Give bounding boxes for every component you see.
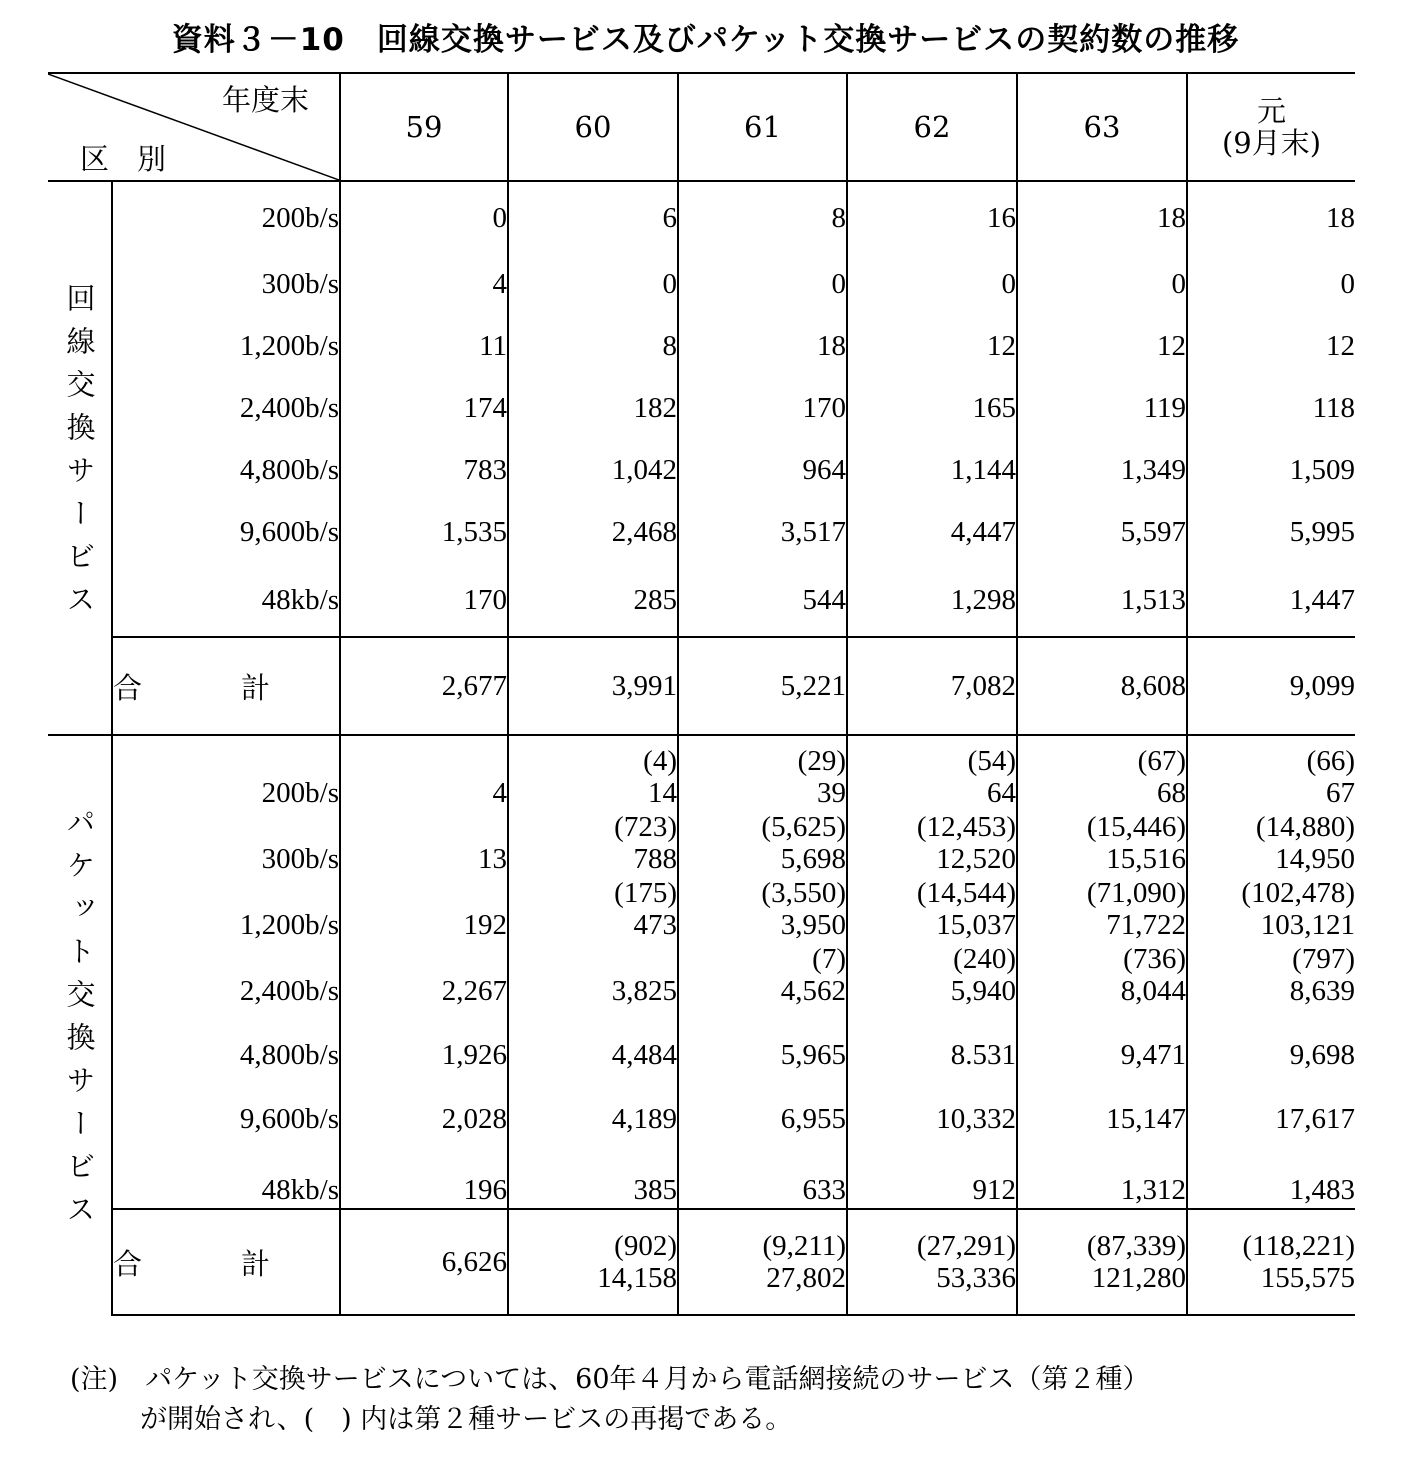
packet-total-value: 53,336 (936, 1262, 1016, 1294)
packet-row (48, 877, 1355, 943)
packet-cell-sub: (66) (1306, 745, 1355, 777)
packet-cell (678, 877, 847, 943)
packet-total-sub: (9,211) (762, 1230, 846, 1262)
circuit-row (48, 315, 1355, 377)
packet-total-sub: (902) (614, 1230, 677, 1262)
packet-cell (678, 1073, 847, 1137)
packet-cell-sub: (54) (967, 745, 1016, 777)
circuit-cell: 4 (340, 253, 508, 315)
circuit-total-row (48, 637, 1355, 735)
packet-cell-value: 4,484 (611, 1039, 677, 1071)
packet-cell-value: 14,950 (1275, 843, 1355, 875)
packet-cell (508, 877, 678, 943)
packet-cell-value: 39 (817, 777, 846, 809)
packet-cell (847, 1137, 1017, 1209)
circuit-total-label (112, 637, 340, 735)
circuit-cell: 1,144 (847, 439, 1017, 501)
packet-cell-sub: (71,090) (1086, 877, 1186, 909)
circuit-cell: 12 (1017, 315, 1187, 377)
packet-row (48, 735, 1355, 811)
circuit-cell: 18 (678, 315, 847, 377)
packet-cell-value: 2,028 (441, 1103, 507, 1135)
circuit-cell: 1,535 (340, 501, 508, 563)
circuit-row (48, 253, 1355, 315)
packet-cell (1187, 811, 1355, 877)
circuit-total-label-a: 合 (113, 670, 143, 705)
packet-cell-value: 6,955 (780, 1103, 846, 1135)
packet-row-label: 48kb/s (261, 1174, 339, 1206)
packet-cell-value: 385 (633, 1174, 677, 1206)
packet-cell (508, 811, 678, 877)
circuit-cell: 182 (508, 377, 678, 439)
header-year-59: 59 (340, 73, 508, 181)
circuit-cell: 0 (340, 181, 508, 253)
circuit-cell: 0 (1187, 253, 1355, 315)
circuit-cell: 12 (847, 315, 1017, 377)
packet-total-sub: (87,339) (1086, 1230, 1186, 1262)
packet-cell-value: 68 (1157, 777, 1186, 809)
circuit-total-cell: 5,221 (678, 637, 847, 735)
circuit-cell: 1,042 (508, 439, 678, 501)
packet-cell-value: 5,698 (780, 843, 846, 875)
header-year-gan (1187, 73, 1355, 181)
packet-cell-sub: (7) (812, 943, 846, 975)
packet-cell-value: 5,940 (950, 975, 1016, 1007)
circuit-row (48, 377, 1355, 439)
packet-cell-value: 1,312 (1120, 1174, 1186, 1206)
packet-total-label-a: 合 (113, 1246, 143, 1281)
packet-cell-value: 1,483 (1289, 1174, 1355, 1206)
packet-cell-value: 13 (478, 843, 507, 875)
packet-cell (1187, 1137, 1355, 1209)
footnote-line1: (注) パケット交換サービスについては、60年４月から電話網接続のサービス（第２種） (70, 1364, 1150, 1395)
packet-cell (847, 1073, 1017, 1137)
header-year-61: 61 (678, 73, 847, 181)
packet-cell-value: 8,639 (1289, 975, 1355, 1007)
circuit-total-cell: 8,608 (1017, 637, 1187, 735)
circuit-cell: 119 (1017, 377, 1187, 439)
packet-cell-sub: (736) (1123, 943, 1186, 975)
packet-cell (1187, 943, 1355, 1009)
packet-row (48, 811, 1355, 877)
page-title: 資料３－10 回線交換サービス及びパケット交換サービスの契約数の推移 (171, 22, 1240, 58)
circuit-cell: 783 (340, 439, 508, 501)
packet-row (48, 1009, 1355, 1073)
circuit-row (48, 439, 1355, 501)
packet-cell (678, 943, 847, 1009)
packet-cell-sub: (102,478) (1241, 877, 1355, 909)
circuit-cell: 1,509 (1187, 439, 1355, 501)
circuit-row-label: 1,200b/s (239, 330, 339, 362)
circuit-cell: 2,468 (508, 501, 678, 563)
packet-cell (1017, 1073, 1187, 1137)
packet-cell (678, 735, 847, 811)
packet-cell-value: 4,562 (780, 975, 846, 1007)
circuit-cell: 18 (1017, 181, 1187, 253)
packet-cell (1017, 1009, 1187, 1073)
packet-total-value: 121,280 (1091, 1262, 1186, 1294)
packet-cell (508, 1137, 678, 1209)
packet-total-value: 155,575 (1260, 1262, 1355, 1294)
packet-cell-sub: (14,880) (1255, 811, 1355, 843)
packet-cell-value: 103,121 (1260, 909, 1355, 941)
packet-cell (340, 943, 508, 1009)
packet-cell (1017, 877, 1187, 943)
packet-cell-sub: (67) (1137, 745, 1186, 777)
packet-total-cell (1187, 1209, 1355, 1315)
circuit-cell: 174 (340, 377, 508, 439)
packet-row-label: 300b/s (261, 843, 339, 875)
circuit-total-cell: 2,677 (340, 637, 508, 735)
packet-row-label: 1,200b/s (239, 909, 339, 941)
circuit-cell: 170 (340, 563, 508, 637)
circuit-section-text: 回線交換サービス (62, 282, 97, 627)
header-year-63: 63 (1017, 73, 1187, 181)
circuit-cell: 544 (678, 563, 847, 637)
packet-cell (340, 811, 508, 877)
circuit-section-label (48, 181, 112, 735)
packet-cell (340, 877, 508, 943)
packet-cell (1017, 1137, 1187, 1209)
footnote-line2: が開始され、( ) 内は第２種サービスの再掲である。 (140, 1404, 793, 1435)
packet-cell-value: 788 (633, 843, 677, 875)
packet-cell (1017, 943, 1187, 1009)
packet-cell-value: 15,516 (1106, 843, 1186, 875)
packet-cell-value: 633 (802, 1174, 846, 1206)
packet-total-value: 27,802 (766, 1262, 846, 1294)
circuit-cell: 3,517 (678, 501, 847, 563)
packet-cell-value: 3,950 (780, 909, 846, 941)
packet-cell (678, 1137, 847, 1209)
circuit-cell: 0 (1017, 253, 1187, 315)
packet-cell (1187, 877, 1355, 943)
packet-total-sub: (118,221) (1242, 1230, 1355, 1262)
packet-cell (508, 1009, 678, 1073)
packet-cell-sub: (723) (614, 811, 677, 843)
packet-cell-value: 10,332 (936, 1103, 1016, 1135)
packet-cell-value: 4 (492, 777, 507, 809)
packet-cell (508, 943, 678, 1009)
packet-row (48, 1137, 1355, 1209)
header-category-label: 区別 (80, 142, 195, 176)
packet-total-sub: (27,291) (916, 1230, 1016, 1262)
packet-cell (1187, 735, 1355, 811)
circuit-cell: 6 (508, 181, 678, 253)
circuit-cell: 16 (847, 181, 1017, 253)
packet-total-row (48, 1209, 1355, 1315)
contracts-table (48, 72, 1355, 1316)
packet-cell (340, 1137, 508, 1209)
packet-total-cell (847, 1209, 1017, 1315)
packet-total-value: 6,626 (441, 1246, 507, 1278)
header-year-62: 62 (847, 73, 1017, 181)
packet-total-value: 14,158 (597, 1262, 677, 1294)
circuit-total-cell: 9,099 (1187, 637, 1355, 735)
circuit-row-label: 2,400b/s (239, 392, 339, 424)
circuit-cell: 5,597 (1017, 501, 1187, 563)
circuit-total-cell: 7,082 (847, 637, 1017, 735)
packet-cell-value: 17,617 (1275, 1103, 1355, 1135)
packet-cell-value: 67 (1326, 777, 1355, 809)
packet-cell-value: 196 (463, 1174, 507, 1206)
packet-cell (508, 735, 678, 811)
circuit-cell: 1,447 (1187, 563, 1355, 637)
packet-cell-sub: (29) (797, 745, 846, 777)
packet-section-text: パケット交換サービス (62, 807, 97, 1237)
packet-cell-value: 71,722 (1106, 909, 1186, 941)
packet-total-label (112, 1209, 340, 1315)
circuit-cell: 1,298 (847, 563, 1017, 637)
packet-cell-value: 3,825 (611, 975, 677, 1007)
header-diagonal-cell (48, 73, 340, 181)
packet-cell-sub: (3,550) (761, 877, 846, 909)
packet-cell-sub: (5,625) (761, 811, 846, 843)
circuit-row-label: 300b/s (261, 268, 339, 300)
circuit-total-label-b: 計 (241, 670, 271, 705)
packet-cell (1017, 811, 1187, 877)
packet-total-cell (508, 1209, 678, 1315)
packet-cell-value: 473 (633, 909, 677, 941)
packet-total-label-b: 計 (241, 1246, 271, 1281)
packet-cell-value: 9,471 (1120, 1039, 1186, 1071)
circuit-cell: 285 (508, 563, 678, 637)
packet-cell-sub: (15,446) (1086, 811, 1186, 843)
circuit-cell: 170 (678, 377, 847, 439)
packet-cell-value: 12,520 (936, 843, 1016, 875)
packet-cell (847, 877, 1017, 943)
circuit-total-cell: 3,991 (508, 637, 678, 735)
packet-cell (1017, 735, 1187, 811)
packet-cell-value: 192 (463, 909, 507, 941)
packet-cell-value: 9,698 (1289, 1039, 1355, 1071)
packet-cell (678, 811, 847, 877)
packet-cell (847, 735, 1017, 811)
circuit-row-label: 200b/s (261, 201, 339, 234)
circuit-row-label: 4,800b/s (239, 454, 339, 486)
header-year-60: 60 (508, 73, 678, 181)
circuit-row-label: 48kb/s (261, 583, 339, 616)
packet-cell (678, 1009, 847, 1073)
packet-cell-sub: (4) (643, 745, 677, 777)
packet-cell (340, 1073, 508, 1137)
packet-cell (508, 1073, 678, 1137)
packet-row-label: 200b/s (112, 735, 340, 811)
circuit-cell: 12 (1187, 315, 1355, 377)
footnote (70, 1360, 1370, 1440)
packet-cell-sub: (175) (614, 877, 677, 909)
packet-cell-sub: (12,453) (916, 811, 1016, 843)
header-year-gan-line1: 元 (1256, 94, 1286, 128)
circuit-row (48, 563, 1355, 637)
packet-cell-value: 1,926 (441, 1039, 507, 1071)
packet-cell-value: 8,044 (1120, 975, 1186, 1007)
circuit-cell: 964 (678, 439, 847, 501)
header-row (48, 73, 1355, 181)
packet-cell-value: 912 (972, 1174, 1016, 1206)
packet-row (48, 1073, 1355, 1137)
circuit-cell: 18 (1187, 181, 1355, 253)
header-year-label: 年度末 (221, 83, 309, 117)
packet-row (48, 943, 1355, 1009)
circuit-row-label: 9,600b/s (239, 516, 339, 548)
packet-cell (847, 943, 1017, 1009)
packet-total-cell (1017, 1209, 1187, 1315)
header-year-gan-line2: (9月末) (1221, 126, 1322, 160)
packet-total-cell (678, 1209, 847, 1315)
circuit-cell: 8 (678, 181, 847, 253)
circuit-cell: 1,349 (1017, 439, 1187, 501)
packet-cell-value: 64 (987, 777, 1016, 809)
packet-row-label: 2,400b/s (239, 975, 339, 1007)
packet-cell-sub: (797) (1292, 943, 1355, 975)
packet-cell (340, 735, 508, 811)
packet-cell (1187, 1073, 1355, 1137)
packet-cell-value: 14 (648, 777, 677, 809)
packet-row-label: 9,600b/s (239, 1103, 339, 1135)
packet-cell (340, 1009, 508, 1073)
circuit-cell: 118 (1187, 377, 1355, 439)
packet-cell-value: 4,189 (611, 1103, 677, 1135)
circuit-cell: 4,447 (847, 501, 1017, 563)
packet-cell-value: 5,965 (780, 1039, 846, 1071)
circuit-cell: 0 (678, 253, 847, 315)
packet-section-label (48, 735, 112, 1315)
circuit-cell: 0 (847, 253, 1017, 315)
packet-cell (1187, 1009, 1355, 1073)
packet-total-cell (340, 1209, 508, 1315)
packet-cell (847, 811, 1017, 877)
circuit-cell: 8 (508, 315, 678, 377)
circuit-cell: 1,513 (1017, 563, 1187, 637)
packet-cell-sub: (240) (953, 943, 1016, 975)
circuit-row (48, 501, 1355, 563)
packet-cell-value: 2,267 (441, 975, 507, 1007)
packet-cell-value: 15,037 (936, 909, 1016, 941)
circuit-cell: 165 (847, 377, 1017, 439)
packet-cell-value: 8.531 (950, 1039, 1016, 1071)
packet-row-label: 4,800b/s (239, 1039, 339, 1071)
circuit-cell: 0 (508, 253, 678, 315)
circuit-cell: 11 (340, 315, 508, 377)
packet-cell-value: 15,147 (1106, 1103, 1186, 1135)
packet-cell-sub: (14,544) (916, 877, 1016, 909)
packet-cell (847, 1009, 1017, 1073)
circuit-cell: 5,995 (1187, 501, 1355, 563)
circuit-row (48, 181, 1355, 253)
